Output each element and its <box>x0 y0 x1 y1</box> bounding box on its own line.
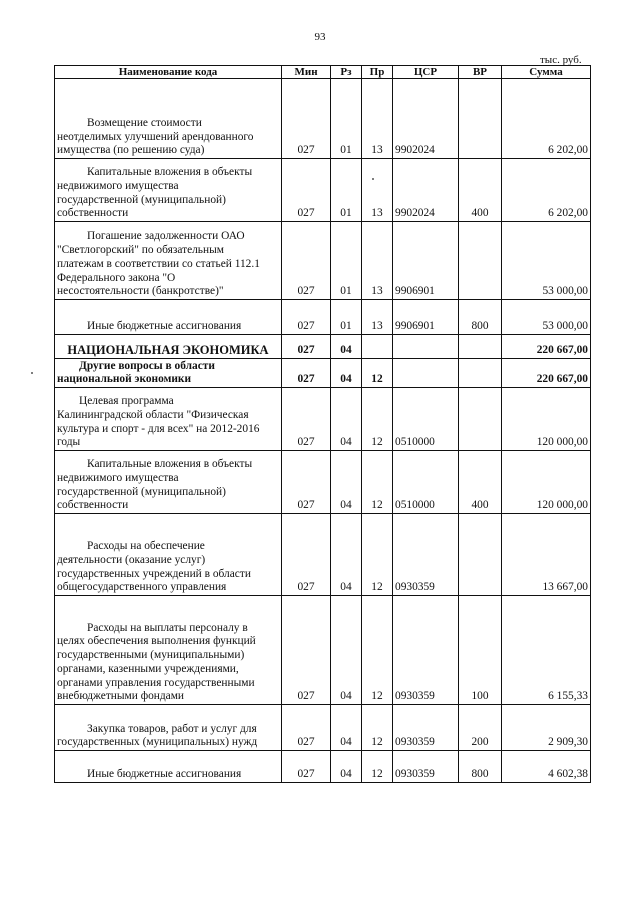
row-name-line: Иные бюджетные ассигнования <box>87 768 242 781</box>
row-sum: 6 202,00 <box>502 159 591 222</box>
header-sum: Сумма <box>502 66 591 79</box>
row-vr: 400 <box>459 451 502 514</box>
table-row <box>55 596 591 705</box>
row-name-line: Иные бюджетные ассигнования <box>87 320 242 333</box>
row-sum: 120 000,00 <box>502 451 591 514</box>
row-name-line: культура и спорт - для всех" на 2012-2016 <box>57 422 260 435</box>
row-name <box>55 359 282 388</box>
row-csr: 0930359 <box>393 514 459 596</box>
row-min: 027 <box>282 300 331 335</box>
row-name <box>55 514 282 596</box>
subsection-row <box>55 359 591 388</box>
row-csr: 0510000 <box>393 451 459 514</box>
row-name <box>55 451 282 514</box>
row-name <box>55 335 282 359</box>
units-label: тыс. руб. <box>540 54 582 66</box>
row-vr <box>459 359 502 388</box>
row-csr: 0510000 <box>393 388 459 451</box>
row-sum: 13 667,00 <box>502 514 591 596</box>
row-rz: 01 <box>331 79 362 159</box>
row-vr: 200 <box>459 705 502 751</box>
row-name-line: органами, казенными учреждениями, <box>57 662 239 675</box>
table-row <box>55 388 591 451</box>
row-vr: 800 <box>459 751 502 783</box>
row-pr: 12 <box>362 388 393 451</box>
row-name-line: платежам в соответствии со статьей 112.1 <box>57 257 260 270</box>
row-sum: 53 000,00 <box>502 222 591 300</box>
row-name-line: несостоятельности (банкротстве)" <box>57 285 224 298</box>
row-name-line: деятельности (оказание услуг) <box>57 553 206 566</box>
row-name <box>55 79 282 159</box>
row-name-line: недвижимого имущества <box>57 179 179 192</box>
row-name <box>55 159 282 222</box>
row-sum: 53 000,00 <box>502 300 591 335</box>
row-sum: 220 667,00 <box>502 359 591 388</box>
header-name: Наименование кода <box>55 66 282 79</box>
row-sum: 2 909,30 <box>502 705 591 751</box>
row-rz: 04 <box>331 705 362 751</box>
row-name <box>55 300 282 335</box>
header-min: Мин <box>282 66 331 79</box>
row-name-line: общегосударственного управления <box>57 581 227 594</box>
row-min: 027 <box>282 335 331 359</box>
row-name-line: Возмещение стоимости <box>87 116 202 129</box>
row-name <box>55 222 282 300</box>
page-number: 93 <box>314 31 326 43</box>
row-pr <box>362 335 393 359</box>
row-rz: 01 <box>331 159 362 222</box>
row-rz: 01 <box>331 300 362 335</box>
row-name-line: Расходы на выплаты персоналу в <box>87 621 248 634</box>
row-rz: 04 <box>331 388 362 451</box>
row-csr: 9906901 <box>393 300 459 335</box>
row-pr: 12 <box>362 705 393 751</box>
row-name-line: государственной (муниципальной) <box>57 193 226 206</box>
row-name-line: государственной (муниципальной) <box>57 485 226 498</box>
row-min: 027 <box>282 159 331 222</box>
row-vr: 800 <box>459 300 502 335</box>
row-vr <box>459 79 502 159</box>
row-csr: 0930359 <box>393 596 459 705</box>
row-rz: 04 <box>331 596 362 705</box>
row-vr: 400 <box>459 159 502 222</box>
row-csr <box>393 335 459 359</box>
row-name <box>55 705 282 751</box>
row-sum: 6 202,00 <box>502 79 591 159</box>
row-name-line: целях обеспечения выполнения функций <box>57 635 256 648</box>
row-name-line: внебюджетными фондами <box>57 690 185 703</box>
row-name-line: национальной экономики <box>57 373 192 386</box>
header-csr: ЦСР <box>393 66 459 79</box>
row-name-line: Калининградской области "Физическая <box>57 408 249 421</box>
row-pr: 13 <box>362 159 393 222</box>
row-vr <box>459 222 502 300</box>
section-row <box>55 335 591 359</box>
row-sum: 6 155,33 <box>502 596 591 705</box>
row-pr: 12 <box>362 596 393 705</box>
row-rz: 04 <box>331 335 362 359</box>
row-name-line: Целевая программа <box>79 395 174 408</box>
row-vr <box>459 335 502 359</box>
row-pr: 12 <box>362 514 393 596</box>
row-min: 027 <box>282 222 331 300</box>
row-csr: 9902024 <box>393 79 459 159</box>
table-row <box>55 751 591 783</box>
row-rz: 01 <box>331 222 362 300</box>
row-name-line: Закупка товаров, работ и услуг для <box>87 722 257 735</box>
row-name-line: недвижимого имущества <box>57 471 179 484</box>
table-row <box>55 300 591 335</box>
row-name-line: государственных учреждений в области <box>57 567 251 580</box>
row-name <box>55 751 282 783</box>
row-vr: 100 <box>459 596 502 705</box>
row-vr <box>459 514 502 596</box>
row-name-line: органами управления государственными <box>57 676 255 689</box>
row-min: 027 <box>282 359 331 388</box>
row-min: 027 <box>282 705 331 751</box>
table-row <box>55 451 591 514</box>
row-csr <box>393 359 459 388</box>
table-row <box>55 514 591 596</box>
table-row <box>55 159 591 222</box>
row-csr: 9906901 <box>393 222 459 300</box>
table-row <box>55 79 591 159</box>
row-name-line: государственных (муниципальных) нужд <box>57 736 258 749</box>
row-name-line: Расходы на обеспечение <box>87 540 205 553</box>
row-name-line: собственности <box>57 499 129 512</box>
row-min: 027 <box>282 451 331 514</box>
row-name-line: Погашение задолженности ОАО <box>87 230 245 243</box>
row-min: 027 <box>282 514 331 596</box>
row-name-line: годы <box>57 436 81 449</box>
header-rz: Рз <box>331 66 362 79</box>
row-vr <box>459 388 502 451</box>
row-name-line: "Светлогорский" по обязательным <box>57 244 224 257</box>
row-rz: 04 <box>331 751 362 783</box>
row-name-line: собственности <box>57 207 129 220</box>
row-min: 027 <box>282 388 331 451</box>
row-name <box>55 596 282 705</box>
table-row <box>55 222 591 300</box>
row-csr: 0930359 <box>393 705 459 751</box>
row-name <box>55 388 282 451</box>
row-min: 027 <box>282 596 331 705</box>
row-rz: 04 <box>331 514 362 596</box>
row-csr: 0930359 <box>393 751 459 783</box>
row-rz: 04 <box>331 451 362 514</box>
row-pr: 13 <box>362 79 393 159</box>
row-rz: 04 <box>331 359 362 388</box>
table-row <box>55 705 591 751</box>
row-pr: 13 <box>362 222 393 300</box>
row-name-line: государственными (муниципальными) <box>57 649 245 662</box>
row-name-line: Другие вопросы в области <box>79 359 215 372</box>
row-name-line: Федерального закона "О <box>57 271 176 284</box>
row-name-line: имущества (по решению суда) <box>57 144 205 157</box>
row-name-line: Капитальные вложения в объекты <box>87 166 253 179</box>
row-min: 027 <box>282 751 331 783</box>
row-pr: 12 <box>362 359 393 388</box>
row-sum: 4 602,38 <box>502 751 591 783</box>
row-name-line: неотделимых улучшений арендованного <box>57 130 254 143</box>
row-name-line: НАЦИОНАЛЬНАЯ ЭКОНОМИКА <box>67 343 269 358</box>
row-pr: 12 <box>362 451 393 514</box>
table-header-row <box>55 66 591 79</box>
row-name-line: Капитальные вложения в объекты <box>87 458 253 471</box>
row-pr: 13 <box>362 300 393 335</box>
row-sum: 220 667,00 <box>502 335 591 359</box>
header-vr: ВР <box>459 66 502 79</box>
row-pr: 12 <box>362 751 393 783</box>
budget-table <box>54 65 591 783</box>
header-pr: Пр <box>362 66 393 79</box>
row-min: 027 <box>282 79 331 159</box>
row-sum: 120 000,00 <box>502 388 591 451</box>
row-csr: 9902024 <box>393 159 459 222</box>
margin-mark <box>31 372 33 374</box>
